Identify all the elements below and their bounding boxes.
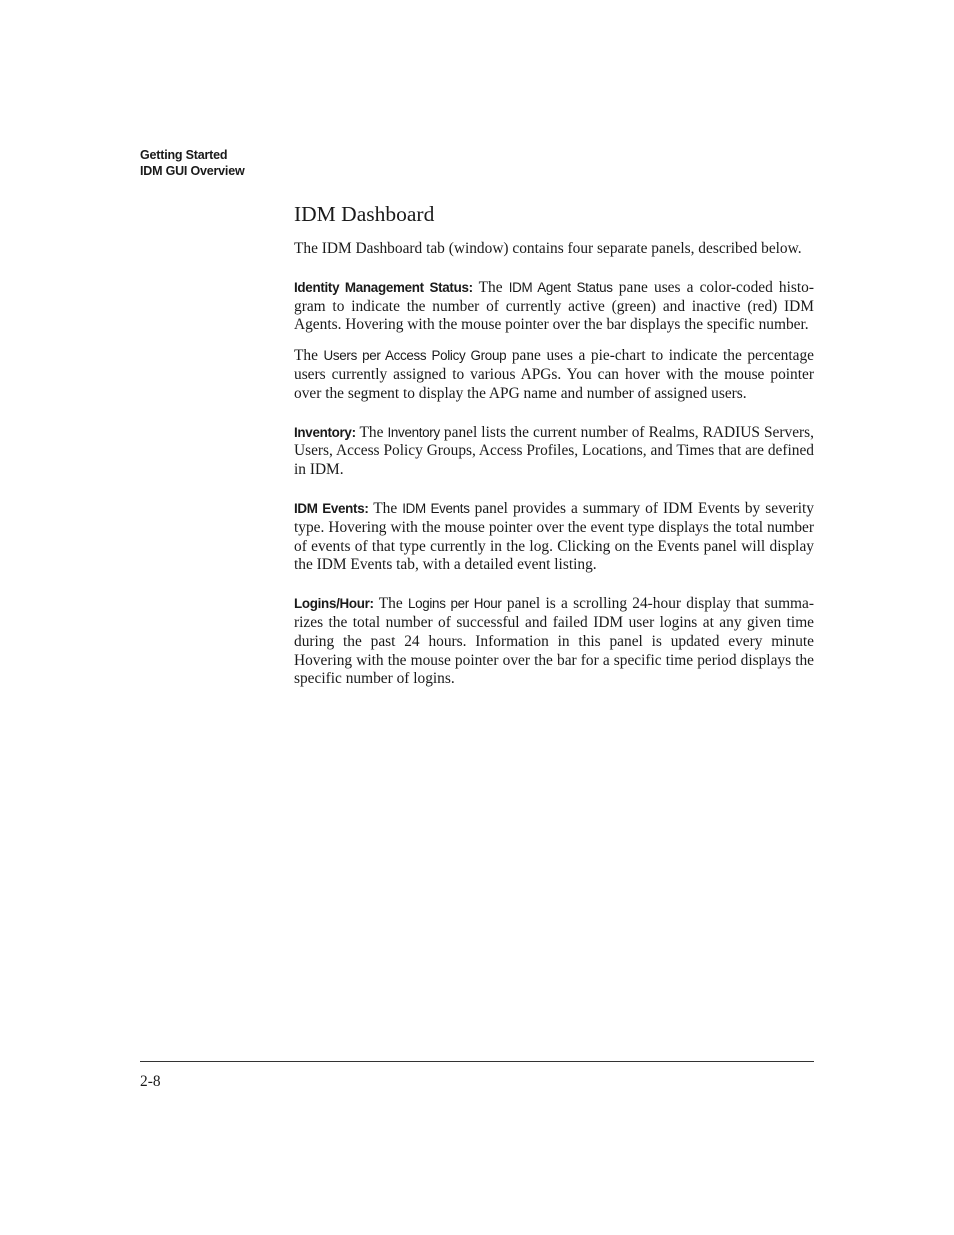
logins-per-hour-ui-term: Logins per Hour xyxy=(407,596,502,612)
identity-status-lead: Identity Management Status: xyxy=(294,279,473,295)
idm-events-text-1: The xyxy=(368,499,403,517)
idm-agent-status-ui-term: IDM Agent Status xyxy=(508,279,613,295)
logins-hour-text-2: panel is a scrolling 24-hour display that summa-rizes the total number of successful and failed IDM user logins at any given time during the past 24 hours. Information in this panel is updated every minute Hovering with the mouse pointer over the bar for a specific time period displays the specific number of logins. xyxy=(294,595,814,688)
users-apg-text-2: pane uses a pie-chart to indicate the percentage users currently assigned to various APGs. You can hover with the mouse pointer over the segment to display the APG name and number of assigned users. xyxy=(294,347,814,402)
identity-status-text-1: The xyxy=(472,278,509,296)
page-title: IDM Dashboard xyxy=(294,202,435,226)
chapter-title: Getting Started xyxy=(140,148,228,162)
idm-events-lead: IDM Events: xyxy=(294,500,369,516)
page-number: 2-8 xyxy=(140,1073,161,1090)
users-apg-paragraph xyxy=(294,347,814,403)
identity-status-paragraph xyxy=(294,279,814,335)
intro-paragraph: The IDM Dashboard tab (window) contains four separate panels, described below. xyxy=(294,240,802,257)
identity-status-text-2: pane uses a color-coded histo-gram to indicate the number of currently active (green) and inactive (red) IDM Agents. Hovering with the mouse pointer over the bar displays the specific number. xyxy=(294,278,814,334)
inventory-text-2: panel lists the current number of Realms, RADIUS Servers, Users, Access Policy Groups, Access Profiles, Locations, and Times that are defined in IDM. xyxy=(294,423,814,479)
logins-hour-lead: Logins/Hour: xyxy=(294,596,374,612)
main-content xyxy=(294,200,814,689)
inventory-ui-term: Inventory xyxy=(387,424,440,440)
running-header xyxy=(140,147,244,179)
section-title-header: IDM GUI Overview xyxy=(140,164,245,178)
inventory-text-1: The xyxy=(355,423,388,441)
idm-events-paragraph xyxy=(294,500,814,575)
users-apg-text-1: The xyxy=(294,347,324,365)
idm-events-text-2: panel provides a summary of IDM Events by severity type. Hovering with the mouse pointer over the event type displays the total number of events of that type currently in the log. Clicking on the Events panel will display the IDM Events tab, with a detailed event listing. xyxy=(294,499,814,574)
logins-hour-paragraph xyxy=(294,595,814,689)
users-per-apg-ui-term: Users per Access Policy Group xyxy=(323,348,507,364)
inventory-lead: Inventory: xyxy=(294,424,356,440)
inventory-paragraph xyxy=(294,424,814,480)
idm-events-ui-term: IDM Events xyxy=(402,500,470,516)
footer-rule xyxy=(140,1061,814,1062)
logins-hour-text-1: The xyxy=(373,595,408,613)
